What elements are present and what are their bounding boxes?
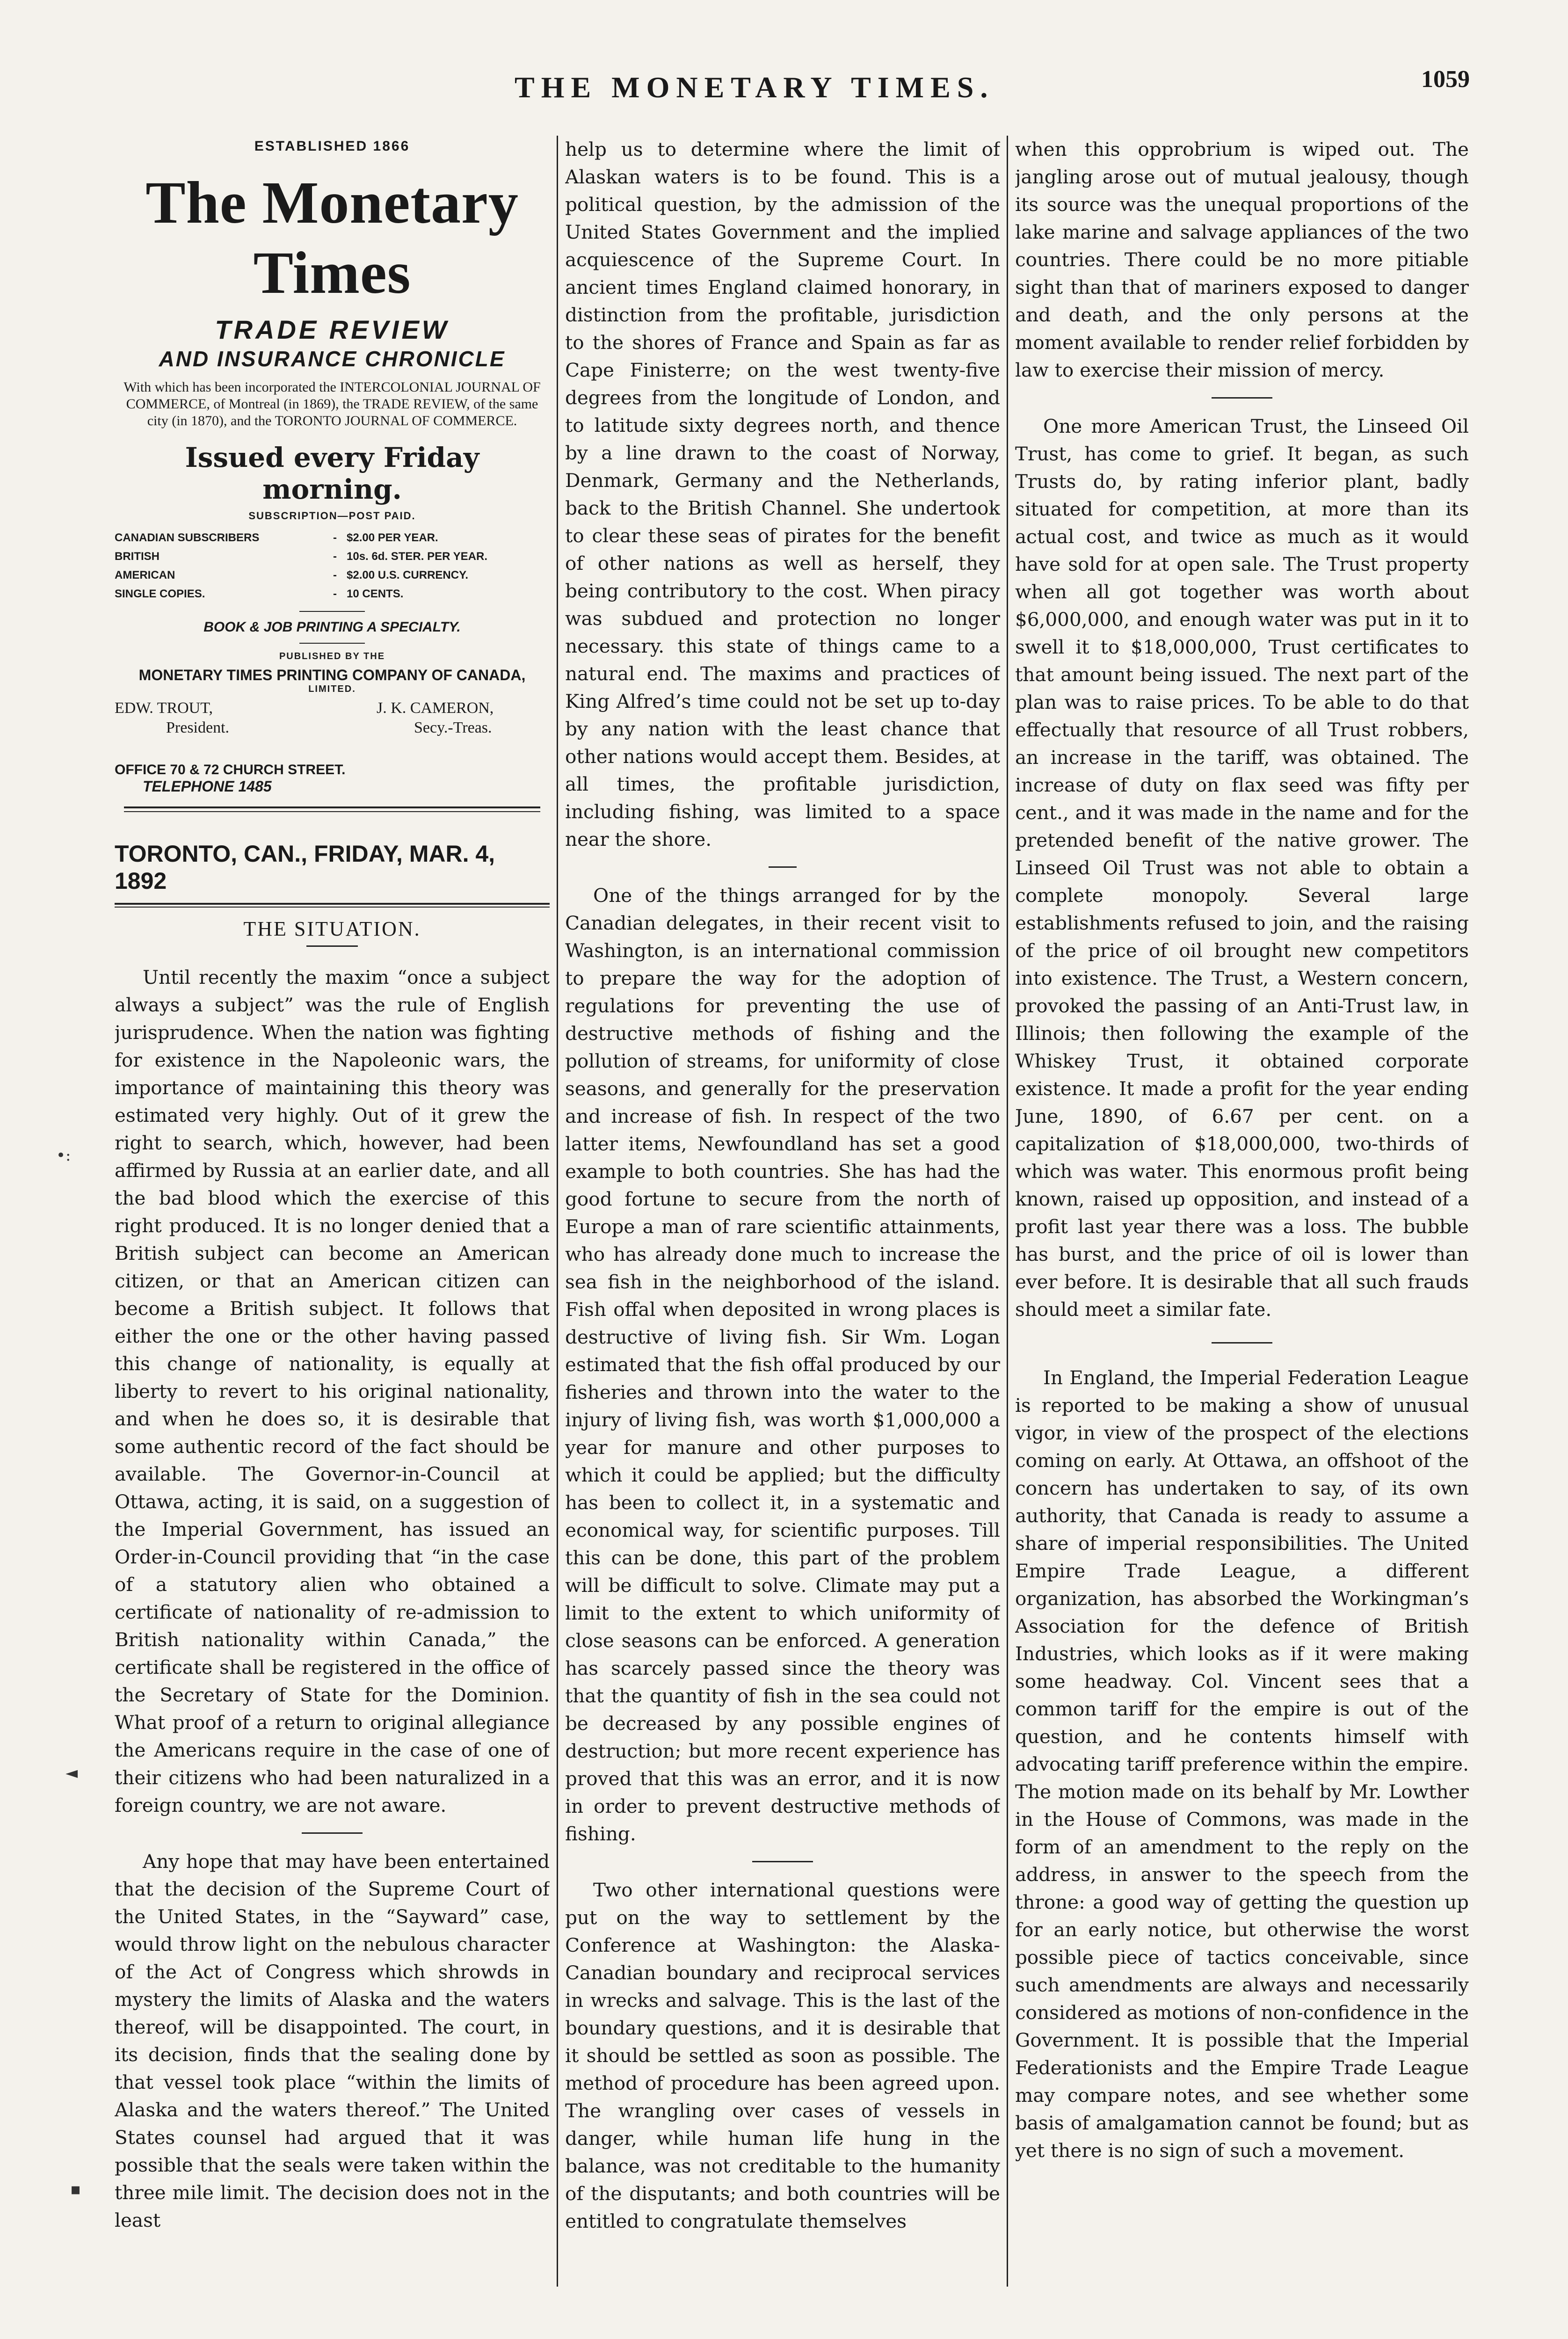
column-1 [115,136,550,2310]
masthead-subtitle-1: TRADE REVIEW [215,315,450,344]
divider [1212,1342,1272,1344]
article-paragraph: In England, the Imperial Federation League is reported to be making a show of unusual vigor, in view of the prospect of the elections coming on early. At Ottawa, an offshoot of the concern has undertaken to say, of its own authority, that Canada is ready to assume a share of imperial responsibilities. The United Empire Trade League, a different organization, has absorbed the Workingman’s Association for the defence of British Industries, which looks as if it were making some headway. Col. Vincent sees that a common tariff for the empire is out of the question, and he contents himself with advocating tariff preference within the empire. The motion made on its behalf by Mr. Lowther in the House of Commons, was made in the form of an amendment to the reply on the address, in answer to the speech from the throne: a good way of getting the question up for an early notice, but otherwise the worst possible piece of tactics conceivable, since such amendments are always and necessarily considered as motions of non-confidence in the Government. It is possible that the Imperial Federationists and the Empire Trade League may compare notes, and see whether some basis of amalgamation cannot be found; but as yet there is no sign of such a movement. [1015,1366,1469,2162]
article-paragraph: One of the things arranged for by the Canadian delegates, in their recent visit to Washington, is an international commission to prepare the way for the adoption of regulations for preventing the use of destructive methods of fishing and the pollution of streams, for uniformity of close seasons, and generally for the preservation and increase of fish. In respect of the two latter items, Newfoundland has set a good example to both countries. She has had the good fortune to secure from the north of Europe a man of rare scientific attainments, who has already done much to increase the sea fish in the neighborhood of the island. Fish offal when deposited in wrong places is destructive of living fish. Sir Wm. Logan estimated that the fish offal produced by our fisheries and thrown into the water to the injury of living fish, was worth $1,000,000 a year for manure and other purposes to which it could be applied; but the difficulty has been to collect it, in a systematic and economical way, for scientific purposes. Till this can be done, this part of the problem will be difficult to solve. Climate may put a limit to the extent to which uniformity of close seasons can be enforced. A generation has scarcely passed since the theory was that the quantity of fish in the sea could not be decreased by any possible engines of destruction; but more recent experience has proved that this was an error, and it is now in order to prevent destructive methods of fishing. [565,884,1000,1845]
subscription-heading: SUBSCRIPTION—POST PAID. [248,510,416,522]
margin-mark: •: [56,1146,71,1165]
officers [115,699,550,746]
rate-label: CANADIAN SUBSCRIBERS [115,531,260,544]
divider [1212,397,1272,399]
rate-price: 10 CENTS. [347,588,404,600]
divider [299,611,365,612]
officer-1-role: President. [166,719,230,736]
masthead [115,138,550,795]
divider [752,1861,813,1862]
dateline-double-rule [115,903,550,908]
column-rule [557,136,558,2287]
rate-label: AMERICAN [115,569,175,581]
incorporation-note: With which has been incorporated the INTERCOLONIAL JOURNAL OF COMMERCE, of Montreal (in 1869), the TRADE REVIEW, of the same city (in 1870), and the TORONTO JOURNAL OF COMMERCE. [123,379,541,429]
column-3 [1015,136,1469,2310]
office-address: OFFICE 70 & 72 CHURCH STREET. [115,762,346,777]
section-title: THE SITUATION. [243,917,421,940]
rate-row: BRITISH - 10s. 6d. STER. PER YEAR. [115,547,550,566]
running-head [0,61,1568,112]
book-printing-line: BOOK & JOB PRINTING A SPECIALTY. [203,619,461,635]
established-line: ESTABLISHED 1866 [254,138,410,154]
publisher-company: MONETARY TIMES PRINTING COMPANY OF CANADA, [138,667,526,683]
rate-row: CANADIAN SUBSCRIBERS - $2.00 PER YEAR. [115,529,550,547]
margin-mark: ▪ [70,2180,81,2199]
officer-2-role: Secy.-Treas. [414,719,492,736]
running-title: THE MONETARY TIMES. [515,71,995,104]
page-number: 1059 [1421,66,1470,93]
column-2 [565,136,1000,2310]
officer-1-name: EDW. TROUT, [115,699,213,717]
rate-price: $2.00 PER YEAR. [347,531,438,544]
masthead-title: The Monetary Times [145,169,519,306]
article-paragraph: when this opprobrium is wiped out. The jangling arose out of mutual jealousy, though its source was the unequal proportions of the lake marine and salvage appliances of the two countries. There could be no more pitiable sight than that of mariners exposed to danger and death, and the only persons at the moment available to render relief forbidden by law to exercise their mission of mercy. [1015,138,1469,381]
article-paragraph: help us to determine where the limit of Alaskan waters is to be found. This is a political question, by the admission of the United States Government and the implied acquiescence of the Supreme Court. In ancient times England claimed honorary, in distinction from the profitable, jurisdiction to the shores of France and Spain as far as Cape Finisterre; on the west twenty-five degrees from the longitude of London, and to latitude sixty degrees north, and thence by a line drawn to the coast of Norway, Denmark, Germany and the Netherlands, back to the British Channel. She undertook to clear these seas of pirates for the benefit of other nations as well as herself, they being contributory to the cost. When piracy was subdued and protection no longer necessary. this state of things came to a natural end. The maxims and practices of King Alfred’s time could not be set up to-day by any nation with the least chance that other nations would accept them. Besides, at all times, the profitable jurisdiction, including fishing, was limited to a space near the shore. [565,138,1000,850]
dateline: TORONTO, CAN., FRIDAY, MAR. 4, 1892 [115,841,495,894]
margin-arrow-mark: ◄ [65,1764,78,1782]
masthead-subtitle-2: AND INSURANCE CHRONICLE [159,347,506,371]
rate-price: 10s. 6d. STER. PER YEAR. [347,550,488,563]
subscription-rates [115,529,550,603]
column-rule [1007,136,1008,2287]
telephone: TELEPHONE 1485 [143,778,272,795]
issued-line: Issued every Friday morning. [185,442,479,505]
divider [302,1832,363,1834]
publisher-limited: LIMITED. [308,684,356,694]
rate-label: BRITISH [115,550,160,563]
article-paragraph: Any hope that may have been entertained that the decision of the Supreme Court of the United States, in the “Sayward” case, would throw light on the nebulous character of the Act of Congress which shrowds in mystery the limits of Alaska and the waters thereof, will be disappointed. The court, in its decision, finds that the sealing done by that vessel took place “within the limits of Alaska and the waters thereof.” The United States counsel had argued that it was possible that the seals were taken within the three mile limit. The decision does not in the least [115,1850,550,2231]
published-by-line: PUBLISHED BY THE [279,651,385,661]
officer-2-name: J. K. CAMERON, [377,699,494,717]
rate-price: $2.00 U.S. CURRENCY. [347,569,469,581]
article-paragraph: Until recently the maxim “once a subject always a subject” was the rule of English jurisprudence. When the nation was fighting for existence in the Napoleonic wars, the importance of maintaining this theory was estimated very highly. Out of it grew the right to search, which, however, had been affirmed by Russia at an earlier date, and all the bad blood which the exercise of this right produced. It is no longer denied that a British subject can become an American citizen, or that an American citizen can become a British subject. It follows that either the one or the other having passed this change of nationality, is equally at liberty to revert to his original nationality, and when he does so, it is desirable that some authentic record of the fact should be available. The Governor-in-Council at Ottawa, acting, it is said, on a suggestion of the Imperial Government, has issued an Order-in-Council providing that “in the case of a statutory alien who obtained a certificate of nationality of re-admission to British nationality within Canada,” the certificate shall be registered in the office of the Secretary of State for the Dominion. What proof of a return to original allegiance the Americans require in the case of one of their citizens who had been naturalized in a foreign country, we are not aware. [115,966,550,1816]
rate-row: AMERICAN - $2.00 U.S. CURRENCY. [115,566,550,585]
rate-row: SINGLE COPIES. - 10 CENTS. [115,585,550,603]
divider [306,945,358,947]
article-paragraph: One more American Trust, the Linseed Oil Trust, has come to grief. It began, as such Trusts do, by rating inferior plant, badly situated for competition, at more than its actual cost, and twice as much as it would have sold for at open sale. The Trust property when all got together was worth about $6,000,000, and enough water was put in it to swell it to $18,000,000, Trust certificates to that amount being issued. The next part of the plan was to raise prices. To be able to do that effectually that resource of all Trust robbers, an increase in the tariff, was obtained. The increase of duty on flax seed was fifty per cent., and it was made in the name and for the pretended benefit of the native grower. The Linseed Oil Trust was not able to obtain a complete monopoly. Several large establishments refused to join, and the raising of the price of oil brought new competitors into existence. The Trust, a Western concern, provoked the passing of an Anti-Trust law, in Illinois; then following the example of the Whiskey Trust, it obtained corporate existence. It made a profit for the year ending June, 1890, of 6.67 per cent. on a capitalization of $18,000,000, two-thirds of which was water. This enormous profit being known, raised up opposition, and instead of a profit last year there was a loss. The bubble has burst, and the price of oil is lower than ever before. It is desirable that all such frauds should meet a similar fate. [1015,415,1469,1321]
divider [769,866,797,868]
divider [299,643,365,644]
article-paragraph: Two other international questions were put on the way to settlement by the Conference at Washington: the Alaska-Canadian boundary and reciprocal services in wrecks and salvage. This is the last of the boundary questions, and it is desirable that it should be settled as soon as possible. The method of procedure has been agreed upon. The wrangling over cases of vessels in danger, while human life hung in the balance, was not creditable to the humanity of the disputants; and both countries will be entitled to congratulate themselves [565,1879,1000,2232]
masthead-double-rule [124,806,540,812]
rate-label: SINGLE COPIES. [115,588,205,600]
